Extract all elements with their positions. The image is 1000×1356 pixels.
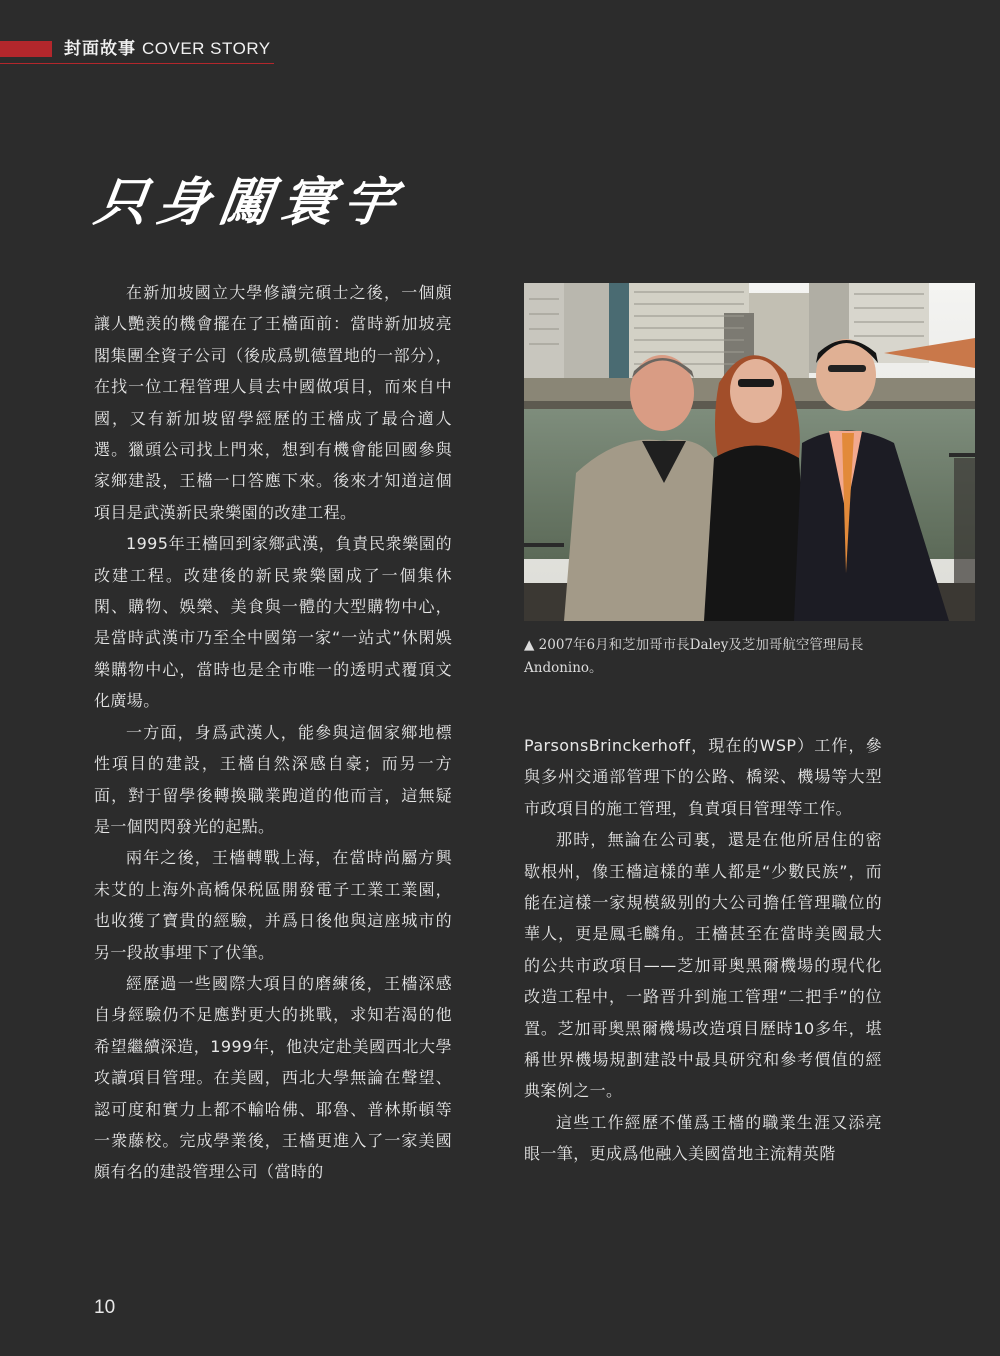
section-header: [0, 38, 274, 66]
paragraph: ParsonsBrinckerhoff，現在的WSP）工作，參與多州交通部管理下的公路、橋梁、機場等大型市政項目的施工管理，負責項目管理等工作。: [524, 736, 882, 818]
paragraph: 那時，無論在公司裏，還是在他所居住的密歇根州，像王檣這樣的華人都是“少數民族”，而能在這樣一家規模級别的大公司擔任管理職位的華人，更是鳳毛麟角。王檣甚至在當時美國最大的公共市政項目——芝加哥奥黑爾機場的現代化改造工程中，一路晋升到施工管理“二把手”的位置。芝加哥奥黑爾機場改造項目歷時10多年，堪稱世界機場規劃建設中最具研究和參考價值的經典案例之一。: [524, 830, 882, 1101]
photo-chicago-mayor: [524, 283, 975, 621]
paragraph: 這些工作經歷不僅爲王檣的職業生涯又添亮眼一筆，更成爲他融入美國當地主流精英階: [524, 1112, 882, 1164]
paragraph: 1995年王檣回到家鄉武漢，負責民衆樂園的改建工程。改建後的新民衆樂園成了一個集休閑、購物、娛樂、美食與一體的大型購物中心，是當時武漢市乃至全中國第一家“一站式”休閑娛樂購物中心，當時也是全市唯一的透明式覆頂文化廣場。: [94, 534, 452, 711]
section-label: [64, 38, 271, 60]
header-red-bar: [0, 41, 52, 57]
header-underline: [0, 63, 274, 64]
article-title: 只身闖寰宇: [91, 172, 410, 233]
right-text-column: [524, 730, 882, 1170]
page-number: 10: [94, 1297, 116, 1318]
section-label-zh: 封面故事: [64, 39, 136, 59]
section-label-en: COVER STORY: [142, 39, 271, 58]
paragraph: 一方面，身爲武漢人，能參與這個家鄉地標性項目的建設，王檣自然深感自豪；而另一方面，對于留學後轉換職業跑道的他而言，這無疑是一個閃閃發光的起點。: [94, 722, 452, 836]
left-text-column: [94, 277, 452, 1188]
photo-caption: ▲ 2007年6月和芝加哥市長Daley及芝加哥航空管理局長Andonino。: [524, 637, 864, 676]
paragraph: 兩年之後，王檣轉戰上海，在當時尚屬方興未艾的上海外高橋保税區開發電子工業工業園，也收獲了寶貴的經驗，并爲日後他與這座城市的另一段故事埋下了伏筆。: [94, 848, 452, 962]
paragraph: 經歷過一些國際大項目的磨練後，王檣深感自身經驗仍不足應對更大的挑戰，求知若渴的他希望繼續深造，1999年，他决定赴美國西北大學攻讀項目管理。在美國，西北大學無論在聲望、認可度和實力上都不輸哈佛、耶魯、普林斯頓等一衆藤校。完成學業後，王檣更進入了一家美國頗有名的建設管理公司（當時的: [94, 973, 452, 1182]
paragraph: 在新加坡國立大學修讀完碩士之後，一個頗讓人艷羡的機會擺在了王檣面前：當時新加坡亮閣集團全資子公司（後成爲凱德置地的一部分），在找一位工程管理人員去中國做項目，而來自中國，又有新加坡留學經歷的王檣成了最合適人選。獵頭公司找上門來，想到有機會能回國參與家鄉建設，王檣一口答應下來。後來才知道這個項目是武漢新民衆樂園的改建工程。: [94, 283, 452, 522]
